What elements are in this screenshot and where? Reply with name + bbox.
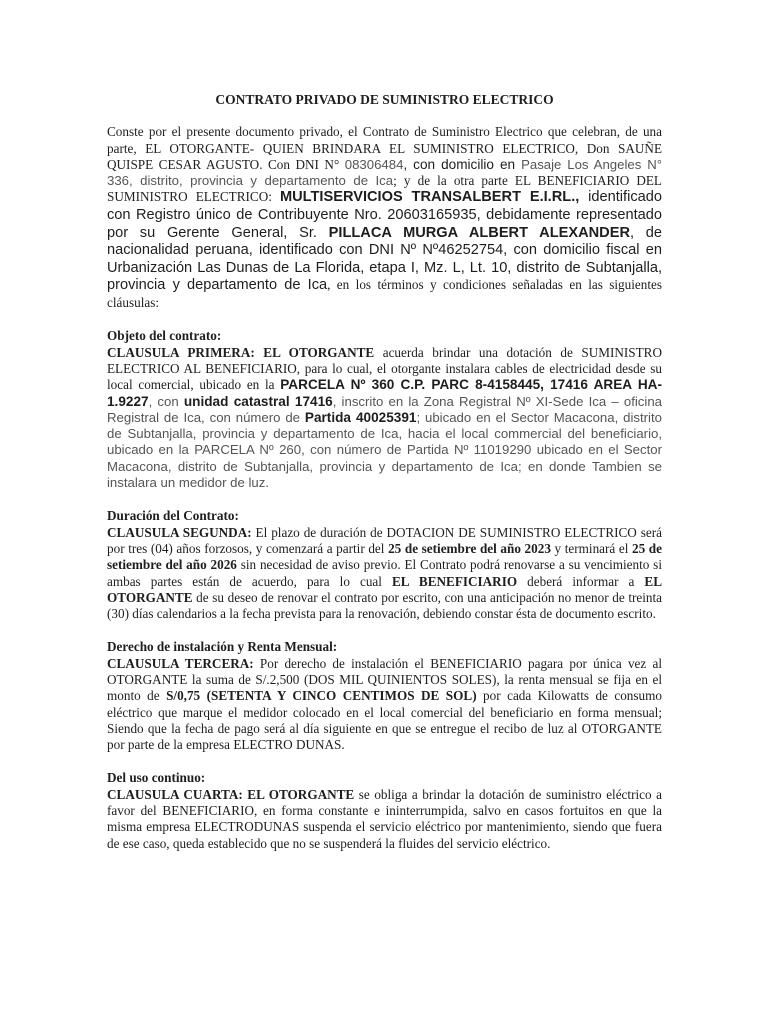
clause-1-text-4: ; ubicado en el Sector Macacona, distrito de Subtanjalla, provincia y departamento de Ica, hacia el local commercial del beneficiario, ubicado en la PARCELA Nº 260, con número de Partida Nº 11019290 ubicado en el Sector Macacona, distrito de Subtanjalla, provincia y departamento de Ica; en donde Tambien se instalara un medidor de luz. bbox=[107, 409, 662, 491]
clause-1-heading: Objeto del contrato: bbox=[107, 328, 222, 344]
document-title: CONTRATO PRIVADO DE SUMINISTRO ELECTRICO bbox=[215, 92, 554, 107]
intro-paragraph bbox=[107, 124, 662, 311]
clause-3-text-2: por cada Kilowatts de consumo eléctrico que marque el medidor colocado en el local comercial del beneficiario en forma mensual; Siendo que la fecha de pago será al día siguiente en que se entregue el recibo de luz al OTORGANTE por parte de la empresa ELECTRO DUNAS. bbox=[107, 688, 662, 753]
clause-4-paragraph bbox=[107, 787, 662, 852]
clause-4-label: CLAUSULA CUARTA: EL OTORGANTE bbox=[107, 786, 355, 802]
clause-2-section bbox=[107, 508, 662, 622]
intro-text-4: identificado con Registro único de Contribuyente Nro. 20603165935, debidamente representado por su Gerente General, Sr. bbox=[107, 189, 662, 241]
intro-text-3: ; y de la otra parte EL BENEFICIARIO DEL SUMINISTRO ELECTRICO: bbox=[107, 173, 662, 205]
clause-2-beneficiary: EL BENEFICIARIO bbox=[392, 573, 518, 589]
clause-2-text-1: El plazo de duración de DOTACION DE SUMINISTRO ELECTRICO será por tres (04) años forzosos, y comenzará a partir del bbox=[107, 524, 662, 556]
clause-3-amount: S/0,75 (SETENTA Y CINCO CENTIMOS DE SOL) bbox=[166, 688, 477, 704]
clause-3-label: CLAUSULA TERCERA: bbox=[107, 655, 254, 671]
intro-text-6: , en los términos y condiciones señaladas en las siguientes cláusulas: bbox=[107, 277, 662, 311]
clause-4-heading: Del uso continuo: bbox=[107, 770, 206, 786]
clause-4-section bbox=[107, 770, 662, 851]
clause-2-start-date: 25 de setiembre del año 2023 bbox=[388, 540, 551, 556]
clause-1-text-3: , inscrito en la Zona Registral Nº XI-Sede Ica – oficina Registral de Ica, con número de bbox=[107, 393, 662, 425]
grantor-address: Pasaje Los Angeles N° 336, distrito, provincia y departamento de Ica bbox=[107, 156, 662, 189]
clause-2-text-2: y terminará el bbox=[550, 540, 632, 556]
clause-1-label: CLAUSULA PRIMERA: EL OTORGANTE bbox=[107, 344, 375, 360]
clause-2-heading: Duración del Contrato: bbox=[107, 508, 239, 524]
clause-2-paragraph bbox=[107, 525, 662, 623]
clause-1-parcel: PARCELA Nº 360 C.P. PARC 8-4158445, 17416 AREA HA-1.9227 bbox=[107, 377, 662, 409]
clause-3-text-1: Por derecho de instalación el BENEFICIARIO pagara por única vez al OTORGANTE la suma de S/.2,500 (DOS MIL QUINIENTOS SOLES), la renta mensual se fija en el monto de bbox=[107, 655, 662, 704]
clause-1-section bbox=[107, 328, 662, 491]
clause-2-end-date: 25 de setiembre del año 2026 bbox=[107, 540, 662, 573]
clause-2-text-5: de su deseo de renovar el contrato por escrito, con una anticipación no menor de treinta (30) días calendarios a la fecha prevista para la renovación, debiendo constar ésta de documento escrito. bbox=[107, 589, 662, 622]
clause-2-text-3: sin necesidad de aviso previo. El Contrato podrá renovarse a su vencimiento si ambas partes están de acuerdo, para lo cual bbox=[107, 557, 662, 589]
clause-3-heading: Derecho de instalación y Renta Mensual: bbox=[107, 639, 338, 655]
intro-text-1: Conste por el presente documento privado, el Contrato de Suministro Electrico que celebran, de una parte, EL OTORGANTE- QUIEN BRINDARA EL SUMINISTRO ELECTRICO, Don SAUÑE QUISPE CESAR AGUSTO. Con DNI N° bbox=[107, 124, 662, 172]
grantor-dni: 08306484 bbox=[344, 156, 404, 172]
clause-2-grantor: EL OTORGANTE bbox=[107, 573, 662, 605]
clause-4-text-1: se obliga a brindar la dotación de suministro eléctrico a favor del BENEFICIARIO, en forma constante e ininterrumpida, salvo en casos fortuitos en que la misma empresa ELECTRODUNAS suspenda el servicio eléctrico por mantenimiento, siendo que fuera de ese caso, queda establecido que no se suspenderá la fluides del servicio eléctrico. bbox=[107, 786, 662, 851]
clause-2-label: CLAUSULA SEGUNDA: bbox=[107, 524, 252, 540]
clause-2-text-4: deberá informar a bbox=[517, 573, 645, 589]
intro-text-5: , de nacionalidad peruana, identificado con DNI Nº Nº46252754, con domicilio fiscal en Urbanización Las Dunas de La Florida, etapa I, Mz. L, Lt. 10, distrito de Subtanjalla, provincia y departamento de Ica bbox=[107, 224, 663, 294]
clause-1-unit: unidad catastral 17416 bbox=[183, 393, 333, 409]
clause-1-paragraph bbox=[107, 345, 662, 492]
clause-1-partida: Partida 40025391 bbox=[304, 409, 417, 425]
clause-1-text-2: , con bbox=[148, 393, 184, 409]
clause-1-text-1: acuerda brindar una dotación de SUMINISTRO ELECTRICO AL BENEFICIARIO, para lo cual, el otorgante instalara cables de electricidad desde su local comercial, ubicado en la bbox=[107, 344, 662, 393]
clause-3-paragraph bbox=[107, 656, 662, 754]
beneficiary-manager: PILLACA MURGA ALBERT ALEXANDER bbox=[328, 224, 630, 241]
beneficiary-company: MULTISERVICIOS TRANSALBERT E.I.RL., bbox=[279, 189, 580, 206]
intro-text-2: , con domicilio en bbox=[403, 156, 522, 172]
clause-3-section bbox=[107, 639, 662, 753]
